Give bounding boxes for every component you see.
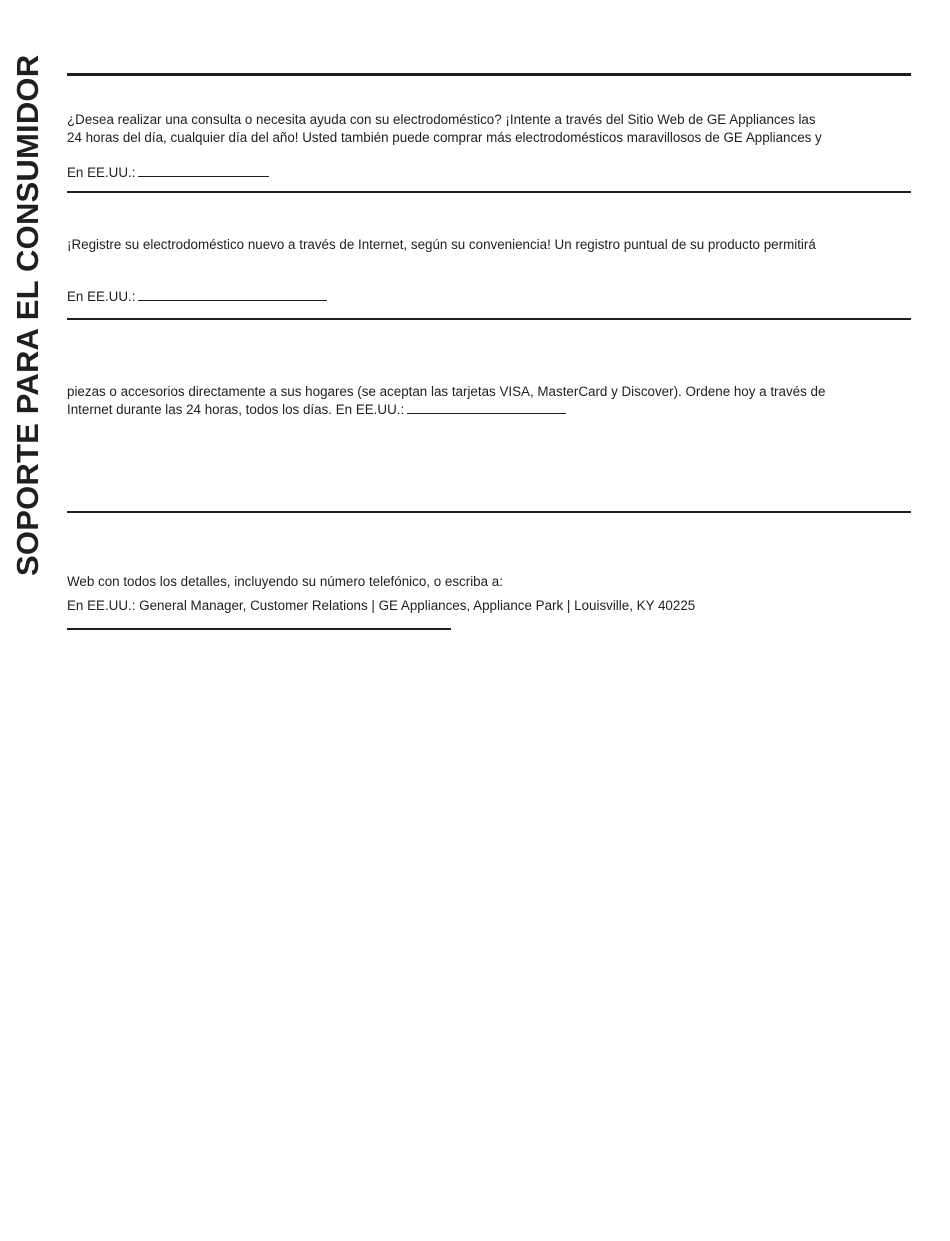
side-title: SOPORTE PARA EL CONSUMIDOR [10,54,45,576]
section-divider [67,73,911,76]
contact-address-text: En EE.UU.: General Manager, Customer Relations | GE Appliances, Appliance Park | Louisville, KY 40225 [67,598,696,613]
section-divider [67,318,911,320]
closing-rule [67,628,451,630]
registration-url-blank [138,290,327,301]
registration-us-line [67,288,913,306]
parts-line-2-text: Internet durante las 24 horas, todos los días. En EE.UU.: [67,401,405,417]
section-divider [67,191,911,193]
parts-line-2 [67,401,913,419]
contact-line-1: Web con todos los detalles, incluyendo su número telefónico, o escriba a: [67,574,503,589]
parts-paragraph [67,383,913,418]
support-us-line [67,164,913,182]
section-divider [67,511,911,513]
parts-line-1: piezas o accesorios directamente a sus hogares (se aceptan las tarjetas VISA, MasterCard y Discover). Ordene hoy a través de [67,384,826,399]
registration-paragraph [67,236,913,254]
support-us-label: En EE.UU.: [67,165,136,180]
registration-us-label: En EE.UU.: [67,289,136,304]
support-url-blank [138,166,269,177]
contact-address [67,597,913,615]
support-line-1: ¿Desea realizar una consulta o necesita ayuda con su electrodoméstico? ¡Intente a través del Sitio Web de GE Appliances las [67,112,816,127]
parts-url-blank [407,403,566,414]
support-paragraph [67,111,913,146]
contact-paragraph [67,573,913,591]
registration-line-1: ¡Registre su electrodoméstico nuevo a través de Internet, según su conveniencia! Un registro puntual de su producto permitirá [67,237,816,252]
support-line-2: 24 horas del día, cualquier día del año! Usted también puede comprar más electrodomésticos maravillosos de GE Appliances y [67,129,822,145]
